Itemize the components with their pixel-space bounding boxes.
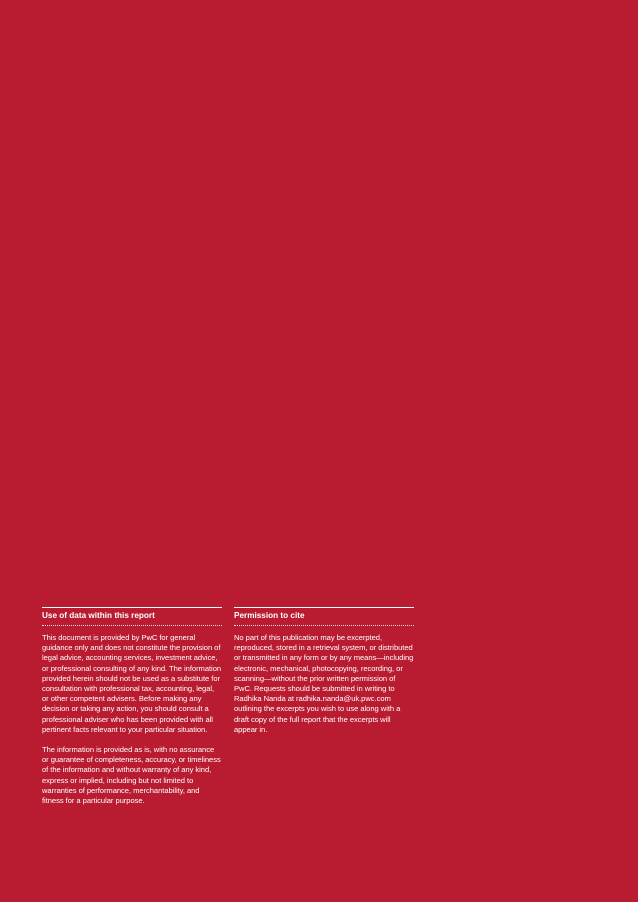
permission-to-cite-section [234,607,414,745]
permission-to-cite-heading: Permission to cite [234,607,414,626]
use-of-data-paragraph-2: The information is provided as is, with no assurance or guarantee of completeness, accuracy, or timeliness of the information and without warranty of any kind, express or implied, including but not limited to warranties of performance, merchantability, and fitness for a particular purpose. [42,745,221,806]
permission-to-cite-body [234,633,414,735]
use-of-data-heading: Use of data within this report [42,607,222,626]
use-of-data-body [42,633,222,806]
permission-to-cite-paragraph-1: No part of this publication may be excerpted, reproduced, stored in a retrieval system, or distributed or transmitted in any form or by any means—including electronic, mechanical, photocopying, recording, or scanning—without the prior written permission of PwC. Requests should be submitted in writing to Radhika Nanda at radhika.nanda@uk.pwc.com outlining the excerpts you wish to use along with a draft copy of the full report that the excerpts will appear in. [234,633,414,734]
use-of-data-section [42,607,222,816]
use-of-data-paragraph-1: This document is provided by PwC for general guidance only and does not constitute the provision of legal advice, accounting services, investment advice, or professional consulting of any kind. The information provided herein should not be used as a substitute for consultation with professional tax, accounting, legal, or other competent advisers. Before making any decision or taking any action, you should consult a professional adviser who has been provided with all pertinent facts relevant to your particular situation. [42,633,222,734]
